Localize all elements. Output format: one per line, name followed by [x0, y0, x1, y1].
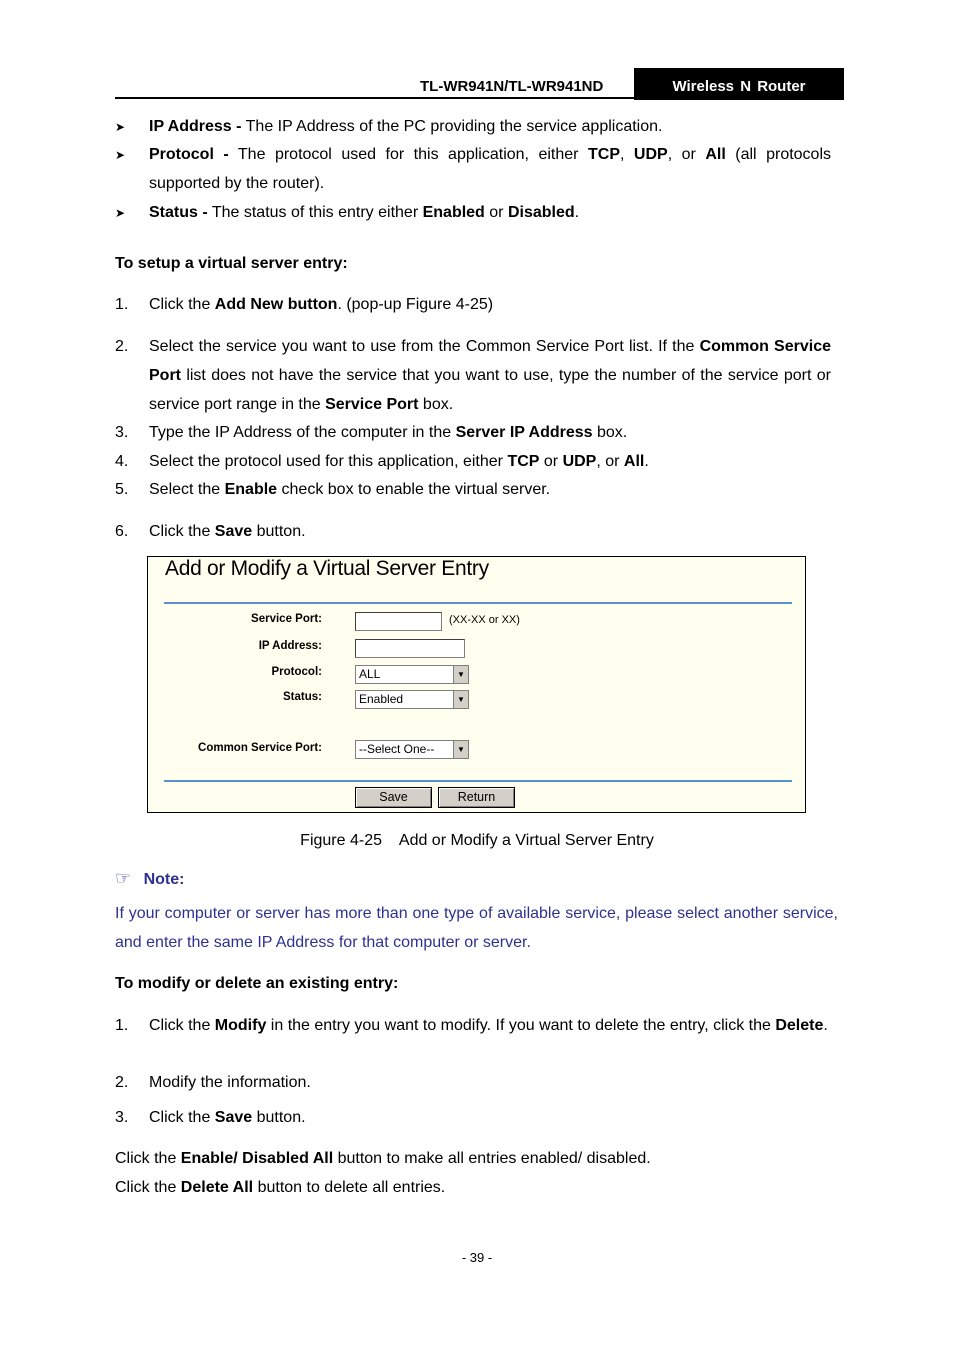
status-select[interactable] — [355, 690, 469, 709]
setup-heading: To setup a virtual server entry: — [115, 255, 348, 272]
modify-step-1: Click the Modify in the entry you want to modify. If you want to delete the entry, click the Delete. — [149, 1017, 828, 1034]
bullet-marker-icon: ➤ — [115, 148, 126, 162]
step-number: 1. — [115, 296, 129, 313]
virtual-server-form-screenshot — [147, 556, 806, 813]
step-number: 1. — [115, 1017, 129, 1034]
protocol-value: ALL — [359, 667, 381, 681]
ip-address-input[interactable] — [355, 639, 465, 658]
note-heading-text: Note: — [143, 871, 185, 888]
chevron-down-icon[interactable]: ▼ — [453, 666, 468, 683]
form-bottom-divider — [164, 780, 792, 782]
service-port-label: Service Port: — [251, 613, 322, 625]
bullet-marker-icon: ➤ — [115, 206, 126, 220]
closing-delete-all: Click the Delete All button to delete all entries. — [115, 1179, 446, 1196]
bullet-ip-address: IP Address - The IP Address of the PC providing the service application. — [149, 118, 663, 135]
chevron-down-icon[interactable]: ▼ — [453, 741, 468, 758]
service-port-hint: (XX-XX or XX) — [449, 614, 520, 626]
form-top-divider — [164, 602, 792, 604]
setup-step-6: Click the Save button. — [149, 523, 306, 540]
chevron-down-icon[interactable]: ▼ — [453, 691, 468, 708]
step-number: 2. — [115, 1074, 129, 1091]
setup-step-5: Select the Enable check box to enable the virtual server. — [149, 481, 551, 498]
header-tag: Wireless N Router — [634, 68, 844, 100]
header-model: TL-WR941N/TL-WR941ND — [420, 78, 604, 95]
modify-heading: To modify or delete an existing entry: — [115, 975, 399, 992]
step-number: 2. — [115, 338, 129, 355]
step-number: 3. — [115, 1109, 129, 1126]
page-number: - 39 - — [461, 1250, 493, 1265]
step-number: 6. — [115, 523, 129, 540]
step-number: 4. — [115, 453, 129, 470]
modify-step-3: Click the Save button. — [149, 1109, 306, 1126]
bullet-protocol: Protocol - The protocol used for this application, either TCP, UDP, or All (all protocols supported by the router). — [149, 146, 832, 192]
note-heading — [115, 868, 184, 889]
common-service-port-select[interactable] — [355, 740, 469, 759]
protocol-label: Protocol: — [271, 666, 322, 678]
setup-step-4: Select the protocol used for this application, either TCP or UDP, or All. — [149, 453, 649, 470]
service-port-input[interactable] — [355, 612, 442, 631]
setup-step-3: Type the IP Address of the computer in the Server IP Address box. — [149, 424, 628, 441]
setup-step-1: Click the Add New button. (pop-up Figure 4-25) — [149, 296, 494, 313]
figure-caption: Figure 4-25 Add or Modify a Virtual Server Entry — [300, 832, 654, 849]
setup-step-2: Select the service you want to use from the Common Service Port list. If the Common Service Port list does not have the service that you want to use, type the number of the service port or service port range in the Service Port box. — [149, 338, 831, 413]
ip-address-label: IP Address: — [258, 640, 322, 652]
form-title: Add or Modify a Virtual Server Entry — [165, 557, 489, 580]
header-rule — [115, 97, 844, 99]
status-label: Status: — [283, 691, 322, 703]
bullet-marker-icon: ➤ — [115, 120, 126, 134]
modify-step-2: Modify the information. — [149, 1074, 311, 1091]
note-text: If your computer or server has more than one type of available service, please select another service, and enter the same IP Address for that computer or server. — [115, 905, 838, 951]
save-button[interactable]: Save — [355, 787, 432, 808]
closing-enable-disable: Click the Enable/ Disabled All button to make all entries enabled/ disabled. — [115, 1150, 651, 1167]
protocol-select[interactable] — [355, 665, 469, 684]
return-button[interactable]: Return — [438, 787, 515, 808]
bullet-status: Status - The status of this entry either Enabled or Disabled. — [149, 204, 580, 221]
common-service-port-label: Common Service Port: — [198, 742, 322, 754]
common-service-port-value: --Select One-- — [359, 742, 435, 756]
step-number: 3. — [115, 424, 129, 441]
pointing-hand-icon: ☞ — [115, 868, 132, 888]
status-value: Enabled — [359, 692, 404, 706]
step-number: 5. — [115, 481, 129, 498]
